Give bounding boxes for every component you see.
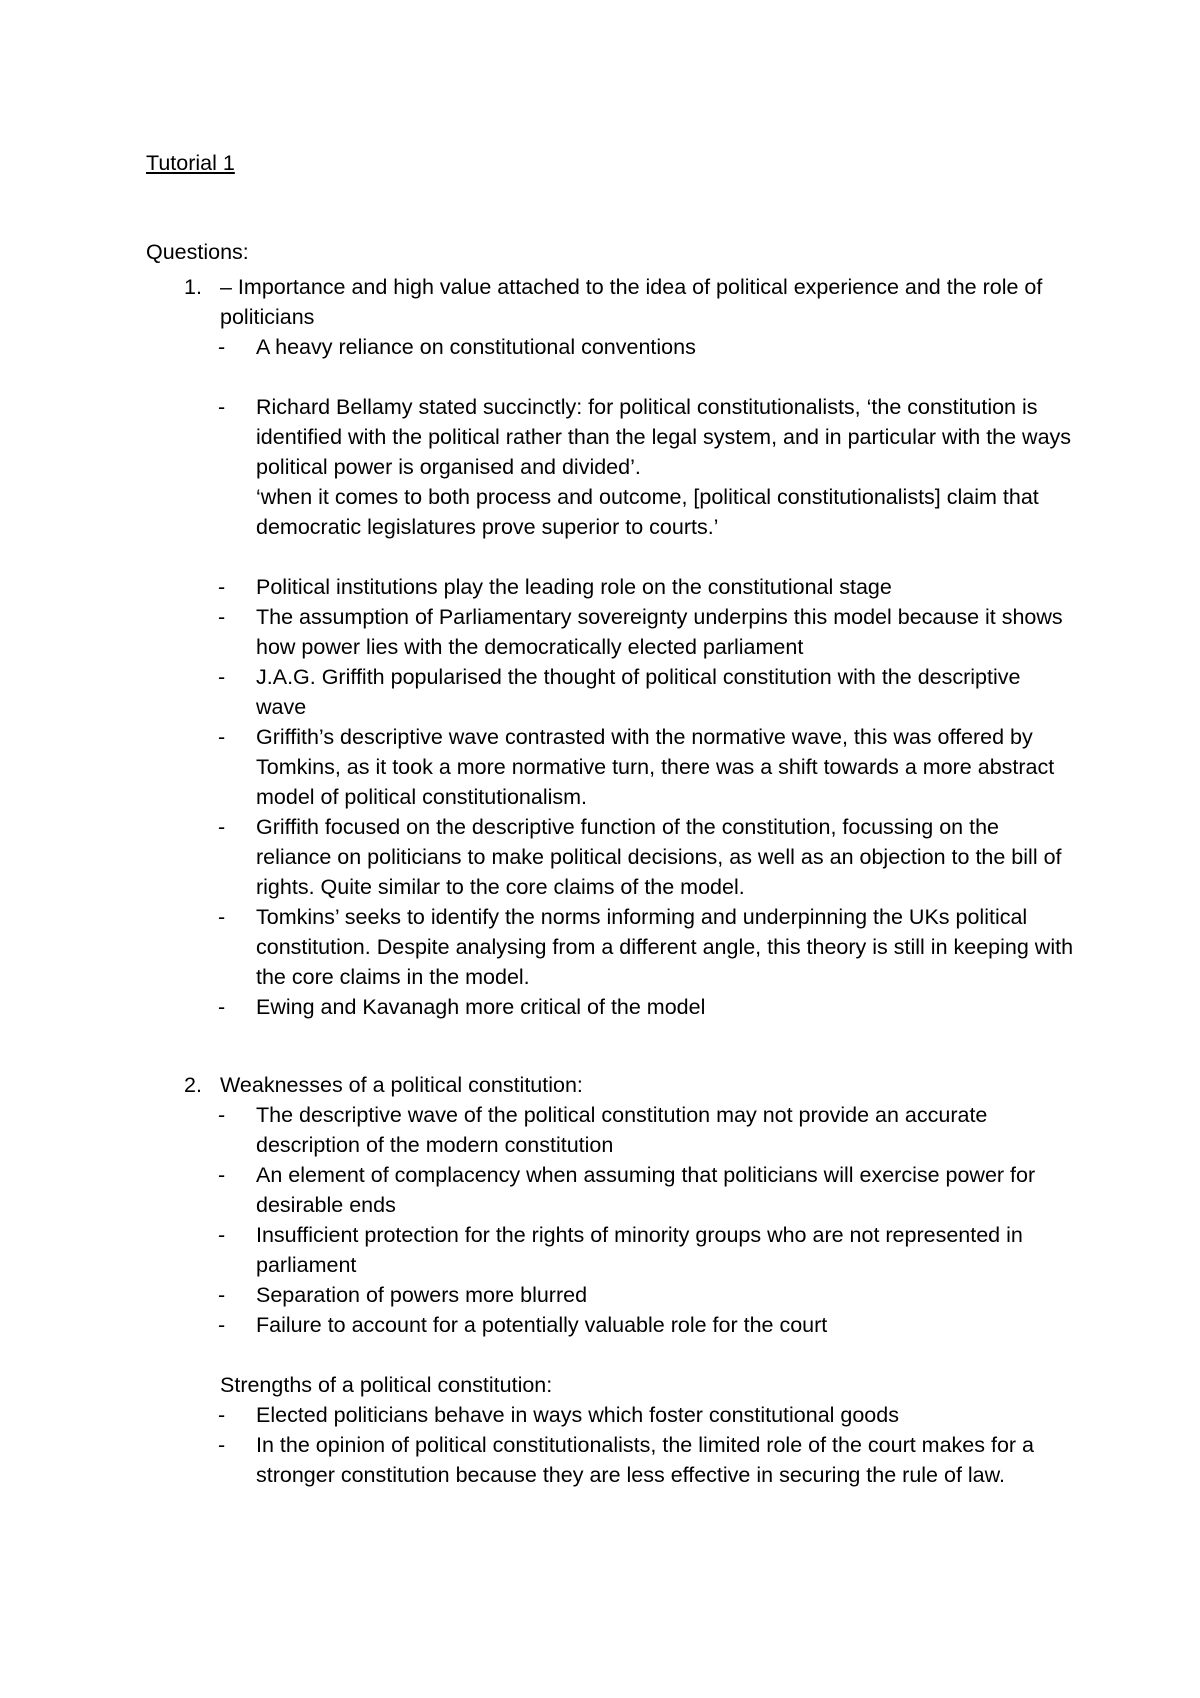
- list-item: [146, 1430, 1076, 1490]
- list-item: [146, 1400, 1076, 1430]
- weaknesses-heading: Weaknesses of a political constitution:: [220, 1073, 583, 1097]
- question-number: 1.: [184, 275, 202, 299]
- list-item: [146, 662, 1076, 722]
- bullet-dash: -: [218, 575, 226, 599]
- list-item-text: Elected politicians behave in ways which foster constitutional goods: [256, 1403, 899, 1427]
- list-item-text: A heavy reliance on constitutional conventions: [256, 335, 696, 359]
- list-item: [146, 1280, 1076, 1310]
- question-1-bullets: [146, 332, 1076, 1022]
- list-item-text: Political institutions play the leading role on the constitutional stage: [256, 575, 892, 599]
- bullet-dash: -: [218, 665, 226, 689]
- bullet-dash: -: [218, 1313, 226, 1337]
- list-item: [146, 902, 1076, 992]
- list-item-text: J.A.G. Griffith popularised the thought of political constitution with the descriptive wave: [256, 665, 1021, 719]
- list-item-text: An element of complacency when assuming that politicians will exercise power for desirable ends: [256, 1163, 1036, 1217]
- list-item-text: Griffith’s descriptive wave contrasted with the normative wave, this was offered by Tomkins, as it took a more normative turn, there was a shift towards a more abstract model of political constitutionalism.: [256, 725, 1055, 809]
- question-2: [146, 1070, 1076, 1490]
- bullet-dash: -: [218, 995, 226, 1019]
- bullet-dash: -: [218, 1223, 226, 1247]
- list-item: [146, 572, 1076, 602]
- list-item-text: The assumption of Parliamentary sovereignty underpins this model because it shows how power lies with the democratically elected parliament: [256, 605, 1063, 659]
- list-item: [146, 602, 1076, 662]
- bullet-dash: -: [218, 335, 226, 359]
- bullet-dash: -: [218, 1433, 226, 1457]
- question-1-lead-text: – Importance and high value attached to the idea of political experience and the role of politicians: [220, 275, 1043, 329]
- list-item: [146, 392, 1076, 542]
- bullet-dash: -: [218, 815, 226, 839]
- list-item: [146, 1100, 1076, 1160]
- bullet-dash: -: [218, 1403, 226, 1427]
- weaknesses-list: [146, 1100, 1076, 1340]
- question-1-lead: [146, 272, 1076, 332]
- questions-label: Questions:: [146, 240, 249, 264]
- bullet-dash: -: [218, 1283, 226, 1307]
- bullet-dash: -: [218, 905, 226, 929]
- list-item-text: Ewing and Kavanagh more critical of the model: [256, 995, 706, 1019]
- list-item-text: Richard Bellamy stated succinctly: for political constitutionalists, ‘the constitution is identified with the political rather than the legal system, and in particular with the ways political power is organised and divided’.: [256, 395, 1072, 479]
- list-item: [146, 1160, 1076, 1220]
- question-1: [146, 272, 1076, 1022]
- list-item: [146, 812, 1076, 902]
- list-item: [146, 332, 1076, 362]
- bullet-dash: -: [218, 725, 226, 749]
- bellamy-quote: ‘when it comes to both process and outcome, [political constitutionalists] claim that democratic legislatures prove superior to courts.’: [256, 485, 1039, 539]
- bullet-dash: -: [218, 605, 226, 629]
- list-item-text: Griffith focused on the descriptive function of the constitution, focussing on the reliance on politicians to make political decisions, as well as an objection to the bill of rights. Quite similar to the core claims of the model.: [256, 815, 1062, 899]
- list-item-text: Failure to account for a potentially valuable role for the court: [256, 1313, 828, 1337]
- question-2-lead: [146, 1070, 1076, 1100]
- list-item-text: The descriptive wave of the political constitution may not provide an accurate description of the modern constitution: [256, 1103, 988, 1157]
- bullet-dash: -: [218, 1163, 226, 1187]
- list-item: [146, 992, 1076, 1022]
- list-item-text: In the opinion of political constitutionalists, the limited role of the court makes for a stronger constitution because they are less effective in securing the rule of law.: [256, 1433, 1034, 1487]
- list-item: [146, 1310, 1076, 1340]
- list-item: [146, 1220, 1076, 1280]
- list-item-text: Separation of powers more blurred: [256, 1283, 588, 1307]
- strengths-list: [146, 1400, 1076, 1490]
- document-title: Tutorial 1: [146, 151, 235, 175]
- list-item-text: Insufficient protection for the rights of minority groups who are not represented in parliament: [256, 1223, 1023, 1277]
- bullet-dash: -: [218, 395, 226, 419]
- bullet-dash: -: [218, 1103, 226, 1127]
- list-item: [146, 722, 1076, 812]
- strengths-heading: Strengths of a political constitution:: [220, 1373, 553, 1397]
- question-number: 2.: [184, 1073, 202, 1097]
- list-item-text: Tomkins’ seeks to identify the norms informing and underpinning the UKs political constitution. Despite analysing from a different angle, this theory is still in keeping with the core claims in the model.: [256, 905, 1074, 989]
